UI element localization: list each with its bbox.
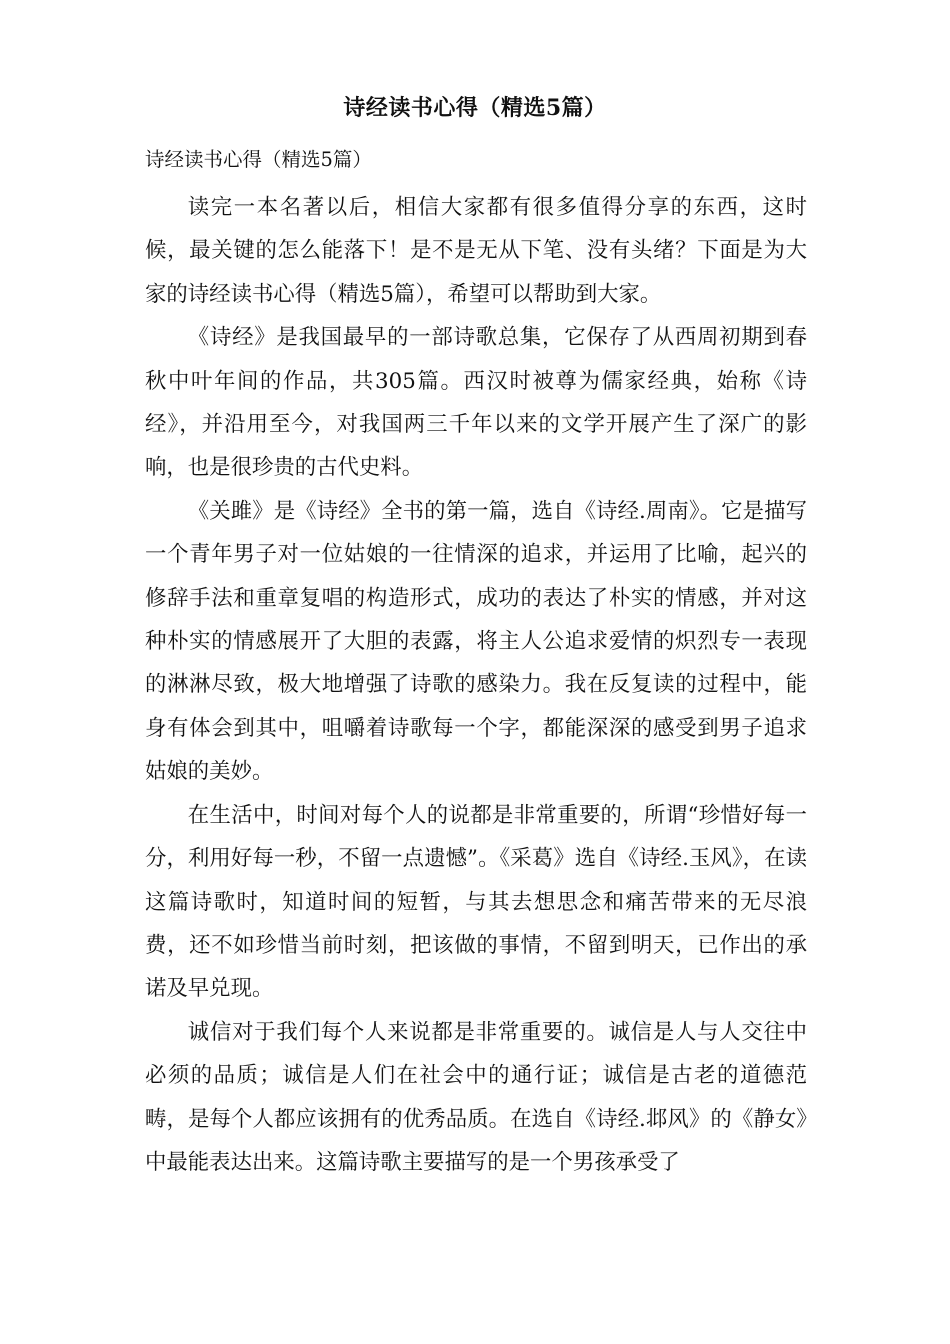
document-title: 诗经读书心得（精选5篇） [343,95,607,121]
paragraph-caige: 在生活中，时间对每个人的说都是非常重要的，所谓“珍惜好每一分，利用好每一秒，不留一点遗憾”。《采葛》选自《诗经.玉风》，在读这篇诗歌时，知道时间的短暂，与其去想思念和痛苦带来的无尽浪费，还不如珍惜当前时刻，把该做的事情，不留到明天，已作出的承诺及早兑现。 [145,802,807,1002]
paragraph-guanju: 《关雎》是《诗经》全书的第一篇，选自《诗经.周南》。它是描写一个青年男子对一位姑娘的一往情深的追求，并运用了比喻，起兴的修辞手法和重章复唱的构造形式，成功的表达了朴实的情感，并对这种朴实的情感展开了大胆的表露，将主人公追求爱情的炽烈专一表现的淋淋尽致，极大地增强了诗歌的感染力。我在反复读的过程中，能身有体会到其中，咀嚼着诗歌每一个字，都能深深的感受到男子追求姑娘的美妙。 [145,498,807,785]
paragraph-shijing-overview: 《诗经》是我国最早的一部诗歌总集，它保存了从西周初期到春秋中叶年间的作品，共305篇。西汉时被尊为儒家经典，始称《诗经》，并沿用至今，对我国两三千年以来的文学开展产生了深广的影响，也是很珍贵的古代史料。 [145,325,807,481]
document-subtitle: 诗经读书心得（精选5篇） [145,148,372,171]
paragraph-jingnv: 诚信对于我们每个人来说都是非常重要的。诚信是人与人交往中必须的品质；诚信是人们在社会中的通行证；诚信是古老的道德范畴，是每个人都应该拥有的优秀品质。在选自《诗经.邶风》的《静女》中最能表达出来。这篇诗歌主要描写的是一个男孩承受了 [145,1019,807,1175]
document-body [145,186,807,1184]
paragraph-intro: 读完一本名著以后，相信大家都有很多值得分享的东西，这时候，最关键的怎么能落下！是不是无从下笔、没有头绪？下面是为大家的诗经读书心得（精选5篇），希望可以帮助到大家。 [145,195,807,307]
